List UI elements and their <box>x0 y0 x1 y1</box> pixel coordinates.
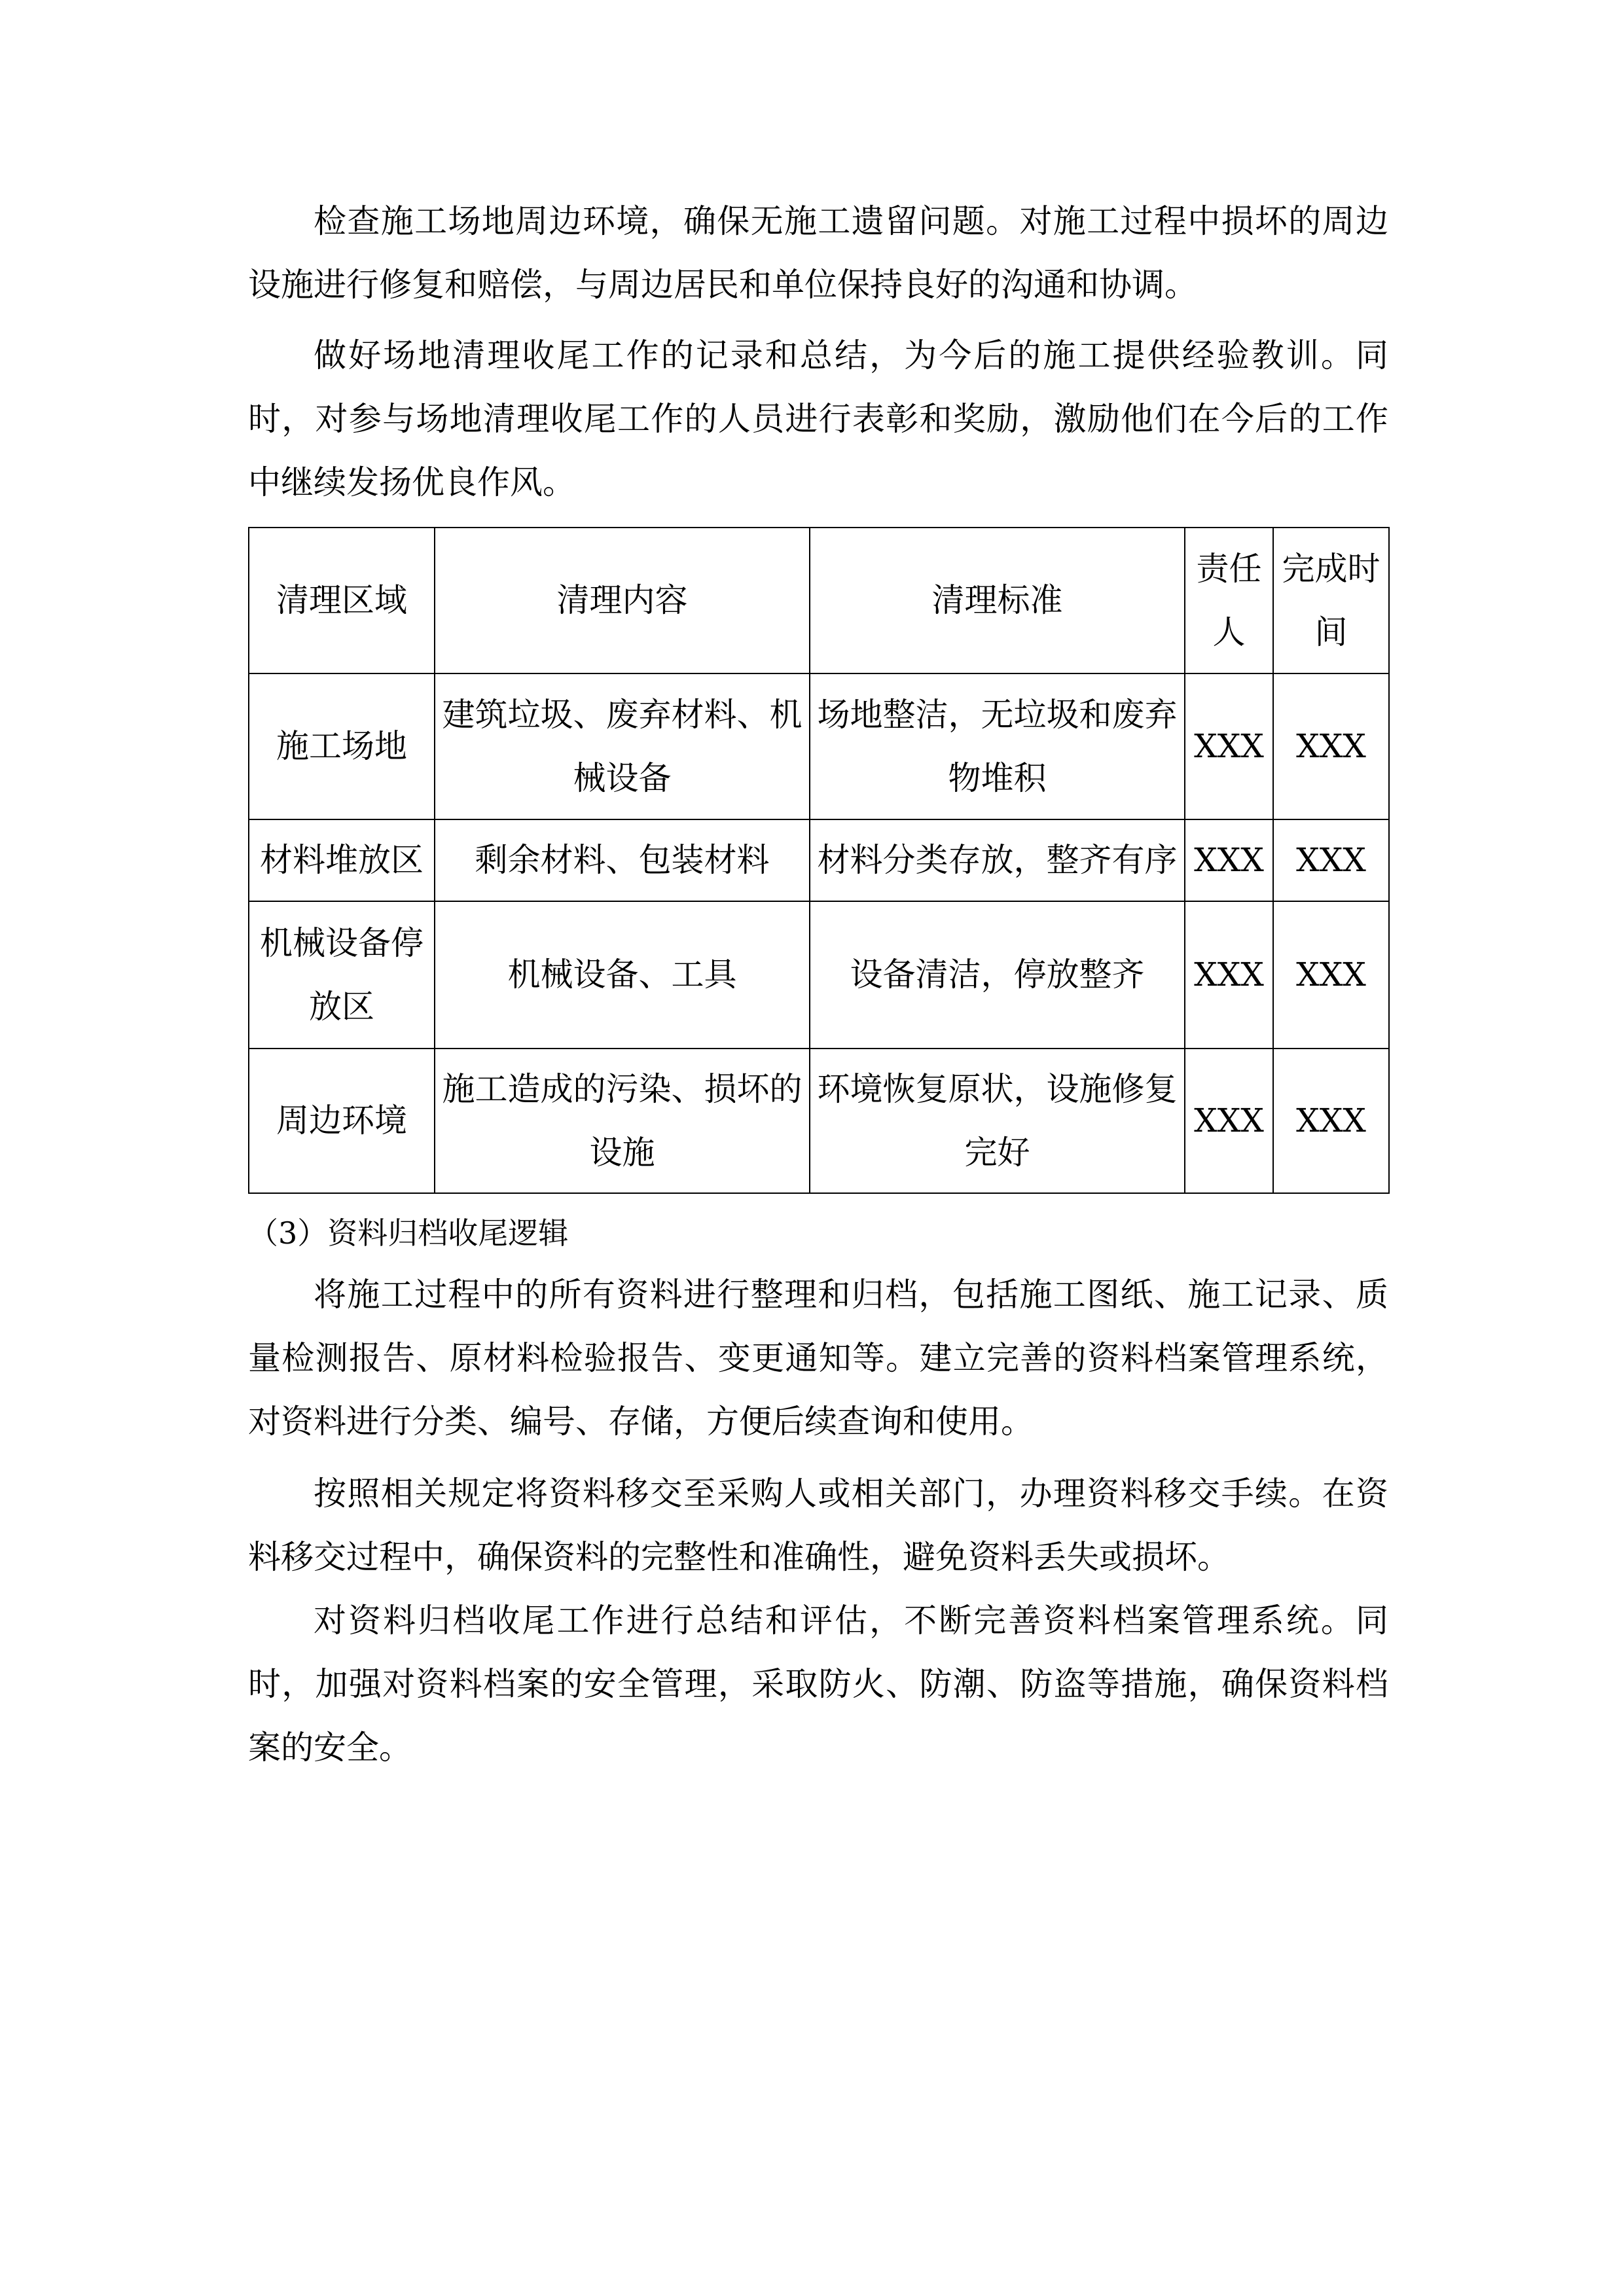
table-cell: 机械设备、工具 <box>435 901 810 1049</box>
header-cell: 清理标准 <box>810 528 1185 673</box>
table-cell: 周边环境 <box>249 1049 435 1193</box>
text-line: 对资料归档收尾工作进行总结和评估，不断完善资料档案管理系统。同 <box>314 1602 1388 1640</box>
text-line: 对资料进行分类、编号、存储，方便后续查询和使用。 <box>248 1403 1034 1441</box>
paragraph-evaluation <box>248 1589 1388 1780</box>
text-line: 做好场地清理收尾工作的记录和总结，为今后的施工提供经验教训。同 <box>314 336 1388 374</box>
text-line: 案的安全。 <box>248 1729 412 1767</box>
section-heading: （3）资料归档收尾逻辑 <box>248 1215 569 1251</box>
table-cell: 设备清洁，停放整齐 <box>810 901 1185 1049</box>
table-cell: 材料分类存放，整齐有序 <box>810 819 1185 901</box>
header-cell: 清理内容 <box>435 528 810 673</box>
paragraph-site-surroundings <box>248 190 1388 317</box>
table-cell: 机械设备停放区 <box>249 901 435 1049</box>
table-row <box>249 673 1389 819</box>
table-row <box>249 901 1389 1049</box>
table-cell: XXX <box>1273 819 1389 901</box>
text-line: 设施进行修复和赔偿，与周边居民和单位保持良好的沟通和协调。 <box>248 266 1197 304</box>
table-row <box>249 819 1389 901</box>
paragraph-archive <box>248 1263 1388 1454</box>
table-cell: 施工场地 <box>249 673 435 819</box>
table-cell: XXX <box>1185 901 1273 1049</box>
table-cell: XXX <box>1185 1049 1273 1193</box>
text-line: 料移交过程中，确保资料的完整性和准确性，避免资料丢失或损坏。 <box>248 1538 1230 1576</box>
text-line: 量检测报告、原材料检验报告、变更通知等。建立完善的资料档案管理系统， <box>248 1339 1388 1377</box>
text-line: 时，加强对资料档案的安全管理，采取防火、防潮、防盗等措施，确保资料档 <box>248 1665 1388 1703</box>
text-line: 时，对参与场地清理收尾工作的人员进行表彰和奖励，激励他们在今后的工作 <box>248 400 1388 438</box>
table-cell: XXX <box>1185 819 1273 901</box>
paragraph-handover <box>248 1462 1388 1589</box>
text-line: 按照相关规定将资料移交至采购人或相关部门，办理资料移交手续。在资 <box>314 1475 1388 1513</box>
paragraph-records-summary <box>248 324 1388 514</box>
table-cell: XXX <box>1273 673 1389 819</box>
text-line: 将施工过程中的所有资料进行整理和归档，包括施工图纸、施工记录、质 <box>314 1276 1388 1314</box>
table-cell: 剩余材料、包装材料 <box>435 819 810 901</box>
header-cell: 责任人 <box>1185 528 1273 673</box>
cleanup-table <box>248 527 1390 1194</box>
table-row <box>249 1049 1389 1193</box>
table-cell: 建筑垃圾、废弃材料、机械设备 <box>435 673 810 819</box>
table-cell: 场地整洁，无垃圾和废弃物堆积 <box>810 673 1185 819</box>
table-cell: XXX <box>1273 901 1389 1049</box>
table-cell: 施工造成的污染、损坏的设施 <box>435 1049 810 1193</box>
text-line: 检查施工场地周边环境，确保无施工遗留问题。对施工过程中损坏的周边 <box>314 202 1388 240</box>
table-cell: 环境恢复原状，设施修复完好 <box>810 1049 1185 1193</box>
table-cell: XXX <box>1273 1049 1389 1193</box>
table-cell: 材料堆放区 <box>249 819 435 901</box>
table-header-row <box>249 528 1389 673</box>
header-cell: 完成时间 <box>1273 528 1389 673</box>
text-line: 中继续发扬优良作风。 <box>248 463 575 501</box>
header-cell: 清理区域 <box>249 528 435 673</box>
table-cell: XXX <box>1185 673 1273 819</box>
